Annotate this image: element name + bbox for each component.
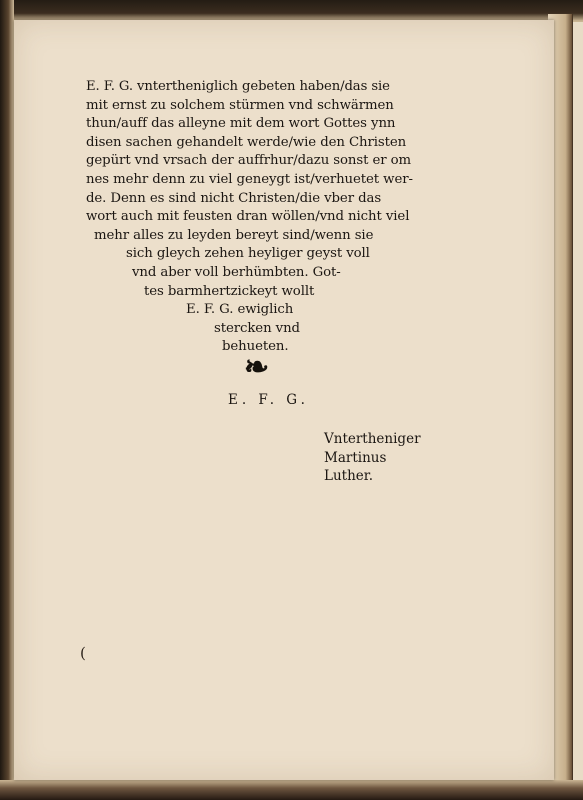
text-line: vnd aber voll berhümbten. Got- <box>132 264 341 280</box>
text-line: wort auch mit feusten dran wöllen/vnd nicht viel <box>86 209 410 225</box>
text-line: gepürt vnd vrsach der auffrhur/dazu sonst er om <box>86 153 412 169</box>
text-line: sich gleych zehen heyliger geyst voll <box>126 246 370 262</box>
text-line: stercken vnd <box>214 320 300 336</box>
signature-line: Luther. <box>324 468 374 484</box>
scan-left-edge <box>0 0 14 800</box>
text-line: mit ernst zu solchem stürmen vnd schwärmen <box>86 97 394 113</box>
text-line: thun/auff das alleyne mit dem wort Gottes ynn <box>86 116 396 132</box>
text-line: mehr alles zu leyden bereyt sind/wenn sie <box>94 227 374 243</box>
signature-line: Vntertheniger <box>324 431 421 447</box>
text-line: tes barmhertzickeyt wollt <box>144 283 315 299</box>
text-line: de. Denn es sind nicht Christen/die vber das <box>86 190 382 206</box>
text-line: nes mehr denn zu viel geneygt ist/verhuetet wer- <box>86 171 413 187</box>
letter-text-block <box>86 78 446 357</box>
signature-line: Martinus <box>324 449 387 466</box>
manuscript-page <box>14 20 554 780</box>
closing-abbreviation: E. F. G. <box>228 392 309 408</box>
signature-block <box>324 430 444 486</box>
margin-pencil-mark: ( <box>80 644 86 662</box>
scan-top-edge <box>0 0 583 22</box>
text-line: E. F. G. ewiglich <box>186 302 294 318</box>
text-line: disen sachen gehandelt werde/wie den Christen <box>86 134 407 150</box>
fleuron-ornament-icon: ❧ <box>244 350 270 385</box>
text-line: E. F. G. vntertheniglich gebeten haben/das sie <box>86 79 390 94</box>
text-line: behueten. <box>222 339 289 355</box>
scan-bottom-edge <box>0 780 583 800</box>
